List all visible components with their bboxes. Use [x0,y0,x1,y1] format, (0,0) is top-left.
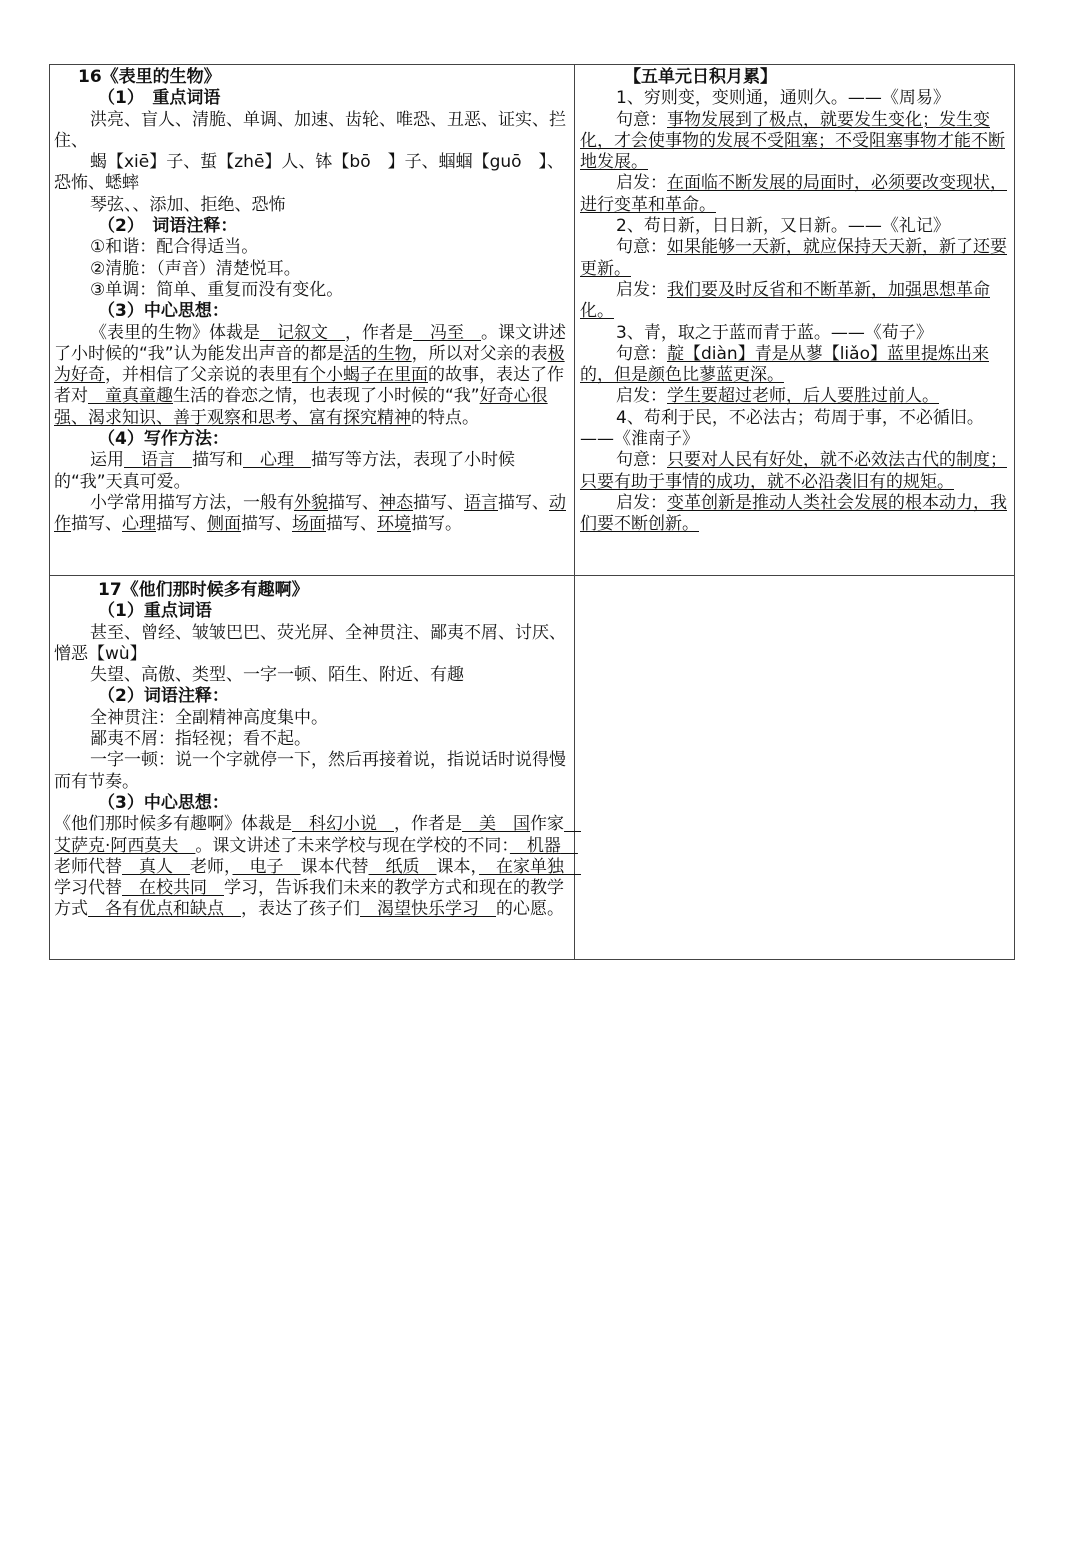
text-run: 作家 [530,814,564,835]
proverb-line: 1、穷则变，变则通，通则久。——《周易》 [616,88,950,109]
meaning-label: 句意： [616,343,667,364]
meaning-label: 句意： [616,237,667,258]
fill-answer: 活的生物 [343,343,412,364]
unit-5-cell [580,67,1010,536]
text-run: 小学常用描写方法，一般有 [90,492,294,513]
text-run: 学习，告诉我们未来的教学方式和现在的教学方式 [54,878,564,920]
text-run: 。课文讲述了未来学校与现在学校的不同： [195,835,510,856]
writing-method-heading: （4）写作方法： [98,429,229,450]
notes-table [49,64,1015,960]
key-words-line: 洪亮、盲人、清脆、单调、加速、齿轮、唯恐、丑恶、证实、拦住、 [54,109,566,151]
central-idea-paragraph [54,323,570,429]
fill-answer: 好奇心很强、渴求知识、善于观察和思考、富有探究精神 [54,386,548,428]
inspiration-label: 启发： [616,279,667,300]
key-words-heading: （1） 重点词语 [98,88,221,109]
word-note: ②清脆：（声音）清楚悦耳。 [90,258,301,279]
meaning-text: 靛【diàn】青是从蓼【liǎo】蓝里提炼出来的，但是颜色比蓼蓝更深。 [580,343,989,386]
text-run: 运用 [90,450,124,471]
fill-answer: 侧面 [207,514,241,535]
text-run: 的特点。 [411,407,479,428]
proverb-meaning [580,110,1010,174]
text-run: ，作者是 [345,322,413,343]
fill-answer: 电子 [232,856,301,877]
text-run: ，所以对父亲的表 [411,343,548,364]
proverb-meaning [580,344,1010,387]
description-methods-paragraph [54,493,570,536]
word-note: 全神贯注：全副精神高度集中。 [90,707,328,728]
fill-answer: 美 国 [462,814,530,835]
inspiration-text: 我们要及时反省和不断革新，加强思想革命化。 [580,279,990,322]
text-run: 生活的眷恋之情，也表现了小时候的“我” [173,386,480,407]
text-run: 课本， [436,856,479,877]
text-run: ，作者是 [394,814,462,835]
word-note: ①和谐：配合得适当。 [90,237,259,258]
text-run: 的故事，表达了作者对 [54,365,564,407]
meaning-text: 事物发展到了极点，就要发生变化；发生变化，才会使事物的发展不受阻塞；不受阻塞事物才能不断地发展。 [580,109,1005,173]
key-words-pinyin-line: 蝎【xiē】子、蜇【zhē】人、钵【bō 】子、蝈蝈【guō 】、恐怖、蟋蟀 [54,152,565,194]
proverb-line: 3、青，取之于蓝而青于蓝。——《荀子》 [616,322,933,343]
fill-answer: 语言 [124,450,192,471]
key-words-line: 失望、高傲、类型、一字一顿、陌生、附近、有趣 [90,665,464,686]
text-run: 描写和 [192,450,243,471]
inspiration-text: 变革创新是推动人类社会发展的根本动力，我们要不断创新。 [580,492,1007,535]
word-note: 鄙夷不屑：指轻视；看不起。 [90,729,311,750]
key-words-heading: （1）重点词语 [98,601,212,622]
text-run: 。课文讲述了小时候的“我”认为能发出声音的都是 [54,322,566,364]
fill-answer: 心理 [122,514,156,535]
text-run: 描写、 [413,492,464,513]
fill-answer: 科幻小说 [292,814,394,835]
proverb-inspiration [580,173,1010,216]
fill-answer: 在家单独 [479,856,581,877]
proverb-line: 2、苟日新，日日新，又日新。——《礼记》 [616,216,950,237]
proverb-inspiration [580,280,1010,323]
fill-answer: 极为好奇 [54,343,565,386]
fill-answer: 艾萨克·阿西莫夫 [54,814,581,856]
fill-answer: 纸质 [368,856,437,877]
meaning-label: 句意： [616,450,667,471]
text-run: 描写、 [326,514,377,535]
meaning-text: 只要对人民有好处，就不必效法古代的制度；只要有助于事情的成功，就不必沿袭旧有的规矩。 [580,450,1007,492]
text-run: 描写。 [411,514,462,535]
fill-answer: 各有优点和缺点 [88,899,241,920]
text-run: ，表达了孩子们 [241,899,360,920]
word-notes-heading: （2） 词语注释： [98,216,238,237]
row-divider [50,575,1014,576]
lesson-16-cell [54,67,570,536]
text-run: 学习代替 [54,878,122,899]
meaning-label: 句意： [616,109,667,130]
text-run: 老师代替 [54,856,122,877]
text-run: 描写、 [241,514,292,535]
proverb-line: 4、苟利于民，不必法古；苟周于事，不必循旧。——《淮南子》 [580,407,984,450]
key-words-line: 甚至、曾经、皱皱巴巴、荧光屏、全神贯注、鄙夷不屑、讨厌、憎恶【wù】 [54,622,566,664]
text-run: ，并相信了父亲说的表里 [105,365,292,386]
fill-answer: 冯至 [413,322,481,343]
proverb-meaning [580,237,1010,280]
inspiration-label: 启发： [616,173,667,194]
text-run: 老师， [190,856,233,877]
fill-answer: 外貌 [294,492,328,513]
inspiration-text: 在面临不断发展的局面时，必须要改变现状，进行变革和革命。 [580,173,1007,215]
fill-answer: 场面 [292,514,326,535]
unit-5-title: 【五单元日积月累】 [624,67,777,87]
fill-answer: 有个小蝎子在里面 [292,365,428,386]
proverb-inspiration [580,386,1010,407]
text-run: 《表里的生物》体裁是 [90,322,260,343]
fill-answer: 心理 [243,450,311,471]
text-run: 课本代替 [300,856,369,877]
word-notes-heading: （2）词语注释： [98,686,229,707]
central-idea-paragraph [54,814,581,920]
key-words-line: 琴弦、、添加、拒绝、恐怖 [90,194,286,215]
inspiration-text: 学生要超过老师，后人要胜过前人。 [667,386,939,407]
text-run: 描写、 [328,492,379,513]
text-run: 描写、 [71,514,122,535]
fill-answer: 童真童趣 [88,386,173,407]
fill-answer: 动作 [54,492,566,535]
text-run: 描写等方法，表现了小时候的“我”天真可爱。 [54,450,515,492]
central-idea-heading: （3）中心思想： [98,301,229,322]
text-run: 描写、 [498,492,549,513]
inspiration-label: 启发： [616,386,667,407]
fill-answer: 真人 [122,856,190,877]
fill-answer: 记叙文 [260,322,345,343]
text-run: 描写、 [156,514,207,535]
lesson-17-cell [54,580,581,921]
fill-answer: 渴望快乐学习 [360,899,496,920]
fill-answer: 在校共同 [122,878,224,899]
lesson-16-title: 16《表里的生物》 [78,67,221,87]
text-run: 《他们那时候多有趣啊》体裁是 [54,814,292,835]
text-run: 的心愿。 [496,899,564,920]
fill-answer: 语言 [464,492,498,513]
fill-answer: 机器 [509,835,578,856]
word-note: ③单调：简单、重复而没有变化。 [90,279,344,300]
fill-answer: 环境 [377,514,411,535]
inspiration-label: 启发： [616,492,667,513]
writing-method-paragraph [54,450,570,493]
word-note: 一字一顿：说一个字就停一下，然后再接着说，指说话时说得慢而有节奏。 [54,750,566,792]
fill-answer: 神态 [379,492,413,513]
meaning-text: 如果能够一天新，就应保持天天新，新了还要更新。 [580,237,1007,279]
proverb-inspiration [580,493,1010,536]
lesson-17-title: 17《他们那时候多有趣啊》 [98,580,309,600]
central-idea-heading: （3）中心思想： [98,792,229,813]
proverb-meaning [580,450,1010,493]
